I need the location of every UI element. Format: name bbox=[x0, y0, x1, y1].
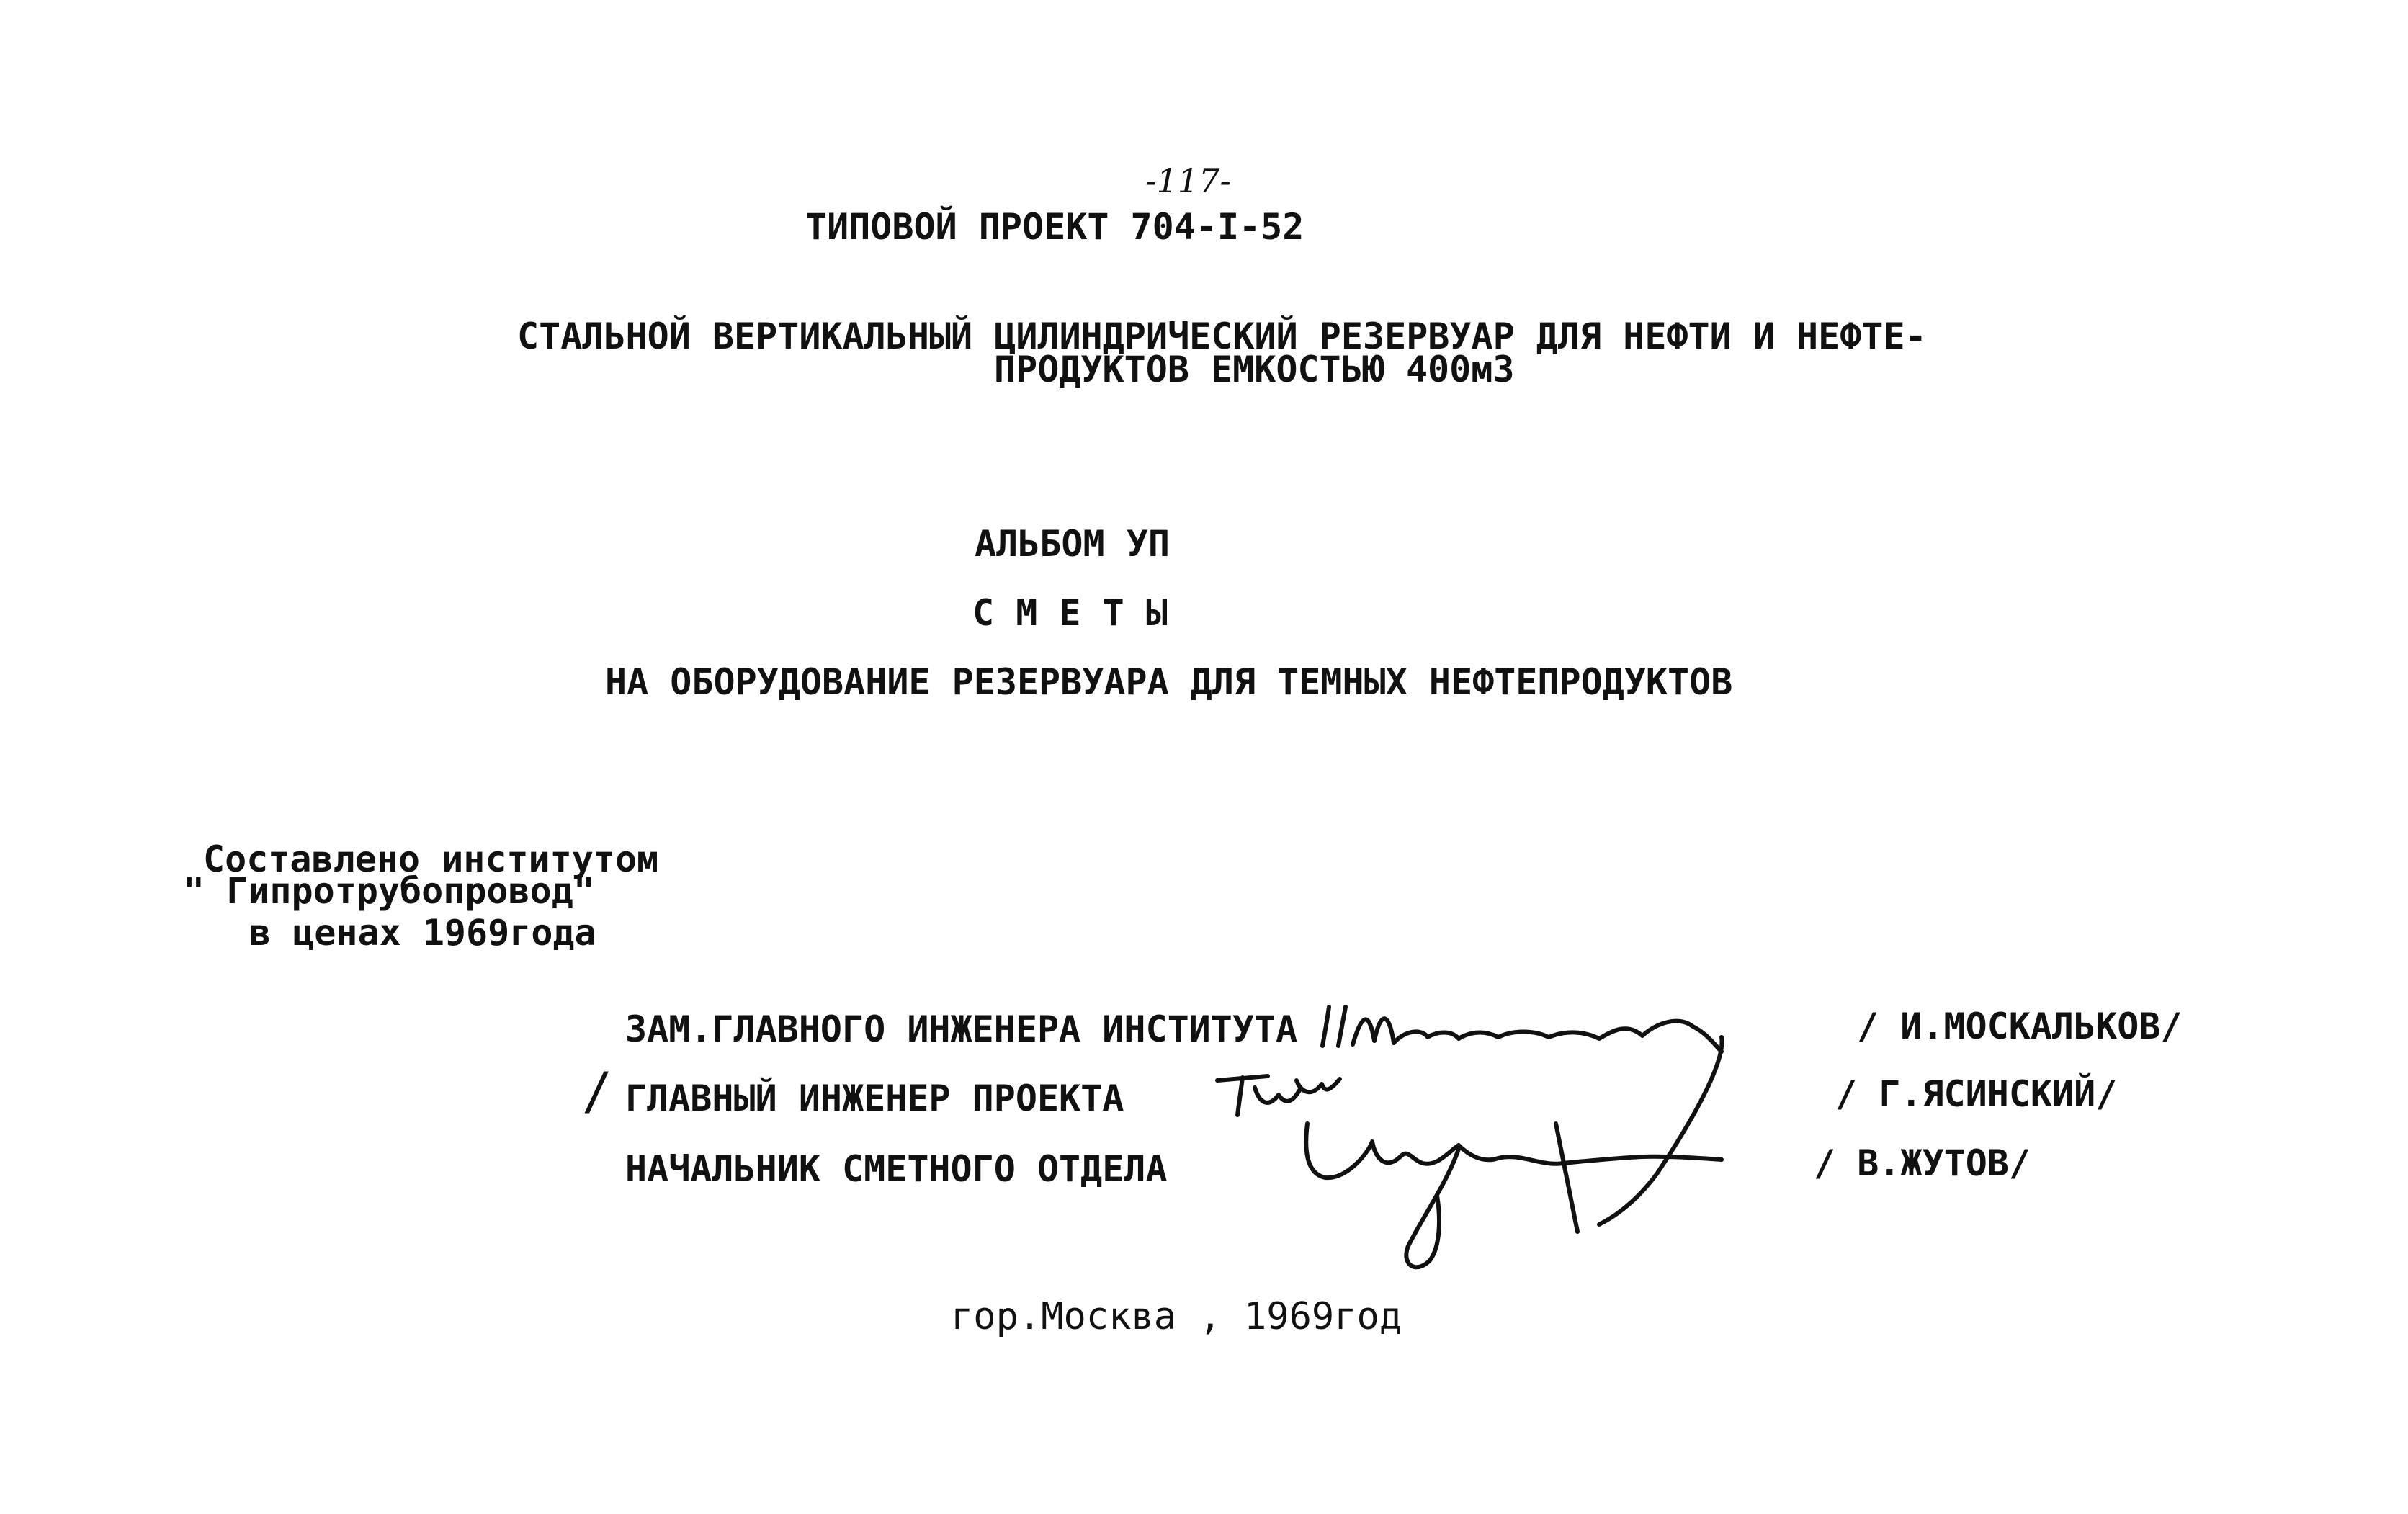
signature-zhutov-tail bbox=[1556, 1124, 1577, 1232]
compiled-line-1: Составлено институтом bbox=[203, 838, 659, 880]
place-year: гор.Москва , 1969год bbox=[951, 1295, 1402, 1338]
signatory-position-3: НАЧАЛЬНИК СМЕТНОГО ОТДЕЛА bbox=[625, 1148, 1168, 1190]
subject-line: НА ОБОРУДОВАНИЕ РЕЗЕРВУАРА ДЛЯ ТЕМНЫХ НЕФТЕПРОДУКТОВ bbox=[605, 661, 1733, 703]
signatory-name-1: / И.МОСКАЛЬКОВ/ bbox=[1857, 1005, 2183, 1047]
signature-yasinsky bbox=[1217, 1076, 1340, 1115]
title-line-1: СТАЛЬНОЙ ВЕРТИКАЛЬНЫЙ ЦИЛИНДРИЧЕСКИЙ РЕЗЕРВУАР ДЛЯ НЕФТИ И НЕФТЕ- bbox=[517, 315, 1927, 357]
title-line-2: ПРОДУКТОВ ЕМКОСТЬЮ 400м3 bbox=[994, 349, 1515, 390]
signatory-position-2: ГЛАВНЫЙ ИНЖЕНЕР ПРОЕКТА bbox=[625, 1078, 1124, 1119]
compiled-line-3: в ценах 1969года bbox=[249, 912, 596, 954]
signatory-position-1: ЗАМ.ГЛАВНОГО ИНЖЕНЕРА ИНСТИТУТА bbox=[625, 1008, 1298, 1050]
signatory-name-3: / В.ЖУТОВ/ bbox=[1814, 1142, 2031, 1184]
page-number: -117- bbox=[1145, 161, 1231, 200]
slash-mark: / bbox=[582, 1062, 613, 1121]
album-label: АЛЬБОМ УП bbox=[975, 523, 1170, 565]
project-number: ТИПОВОЙ ПРОЕКТ 704-I-52 bbox=[805, 206, 1304, 248]
signatory-name-2: / Г.ЯСИНСКИЙ/ bbox=[1835, 1073, 2118, 1115]
signature-moskalkov-long-stroke bbox=[1599, 1037, 1722, 1224]
signature-moskalkov bbox=[1322, 1007, 1722, 1052]
signature-zhutov bbox=[1306, 1124, 1722, 1178]
section-title: С М Е Т Ы bbox=[972, 592, 1168, 634]
compiled-line-2: " Гипротрубопровод" bbox=[183, 870, 595, 912]
signature-zhutov-loop bbox=[1406, 1149, 1459, 1267]
